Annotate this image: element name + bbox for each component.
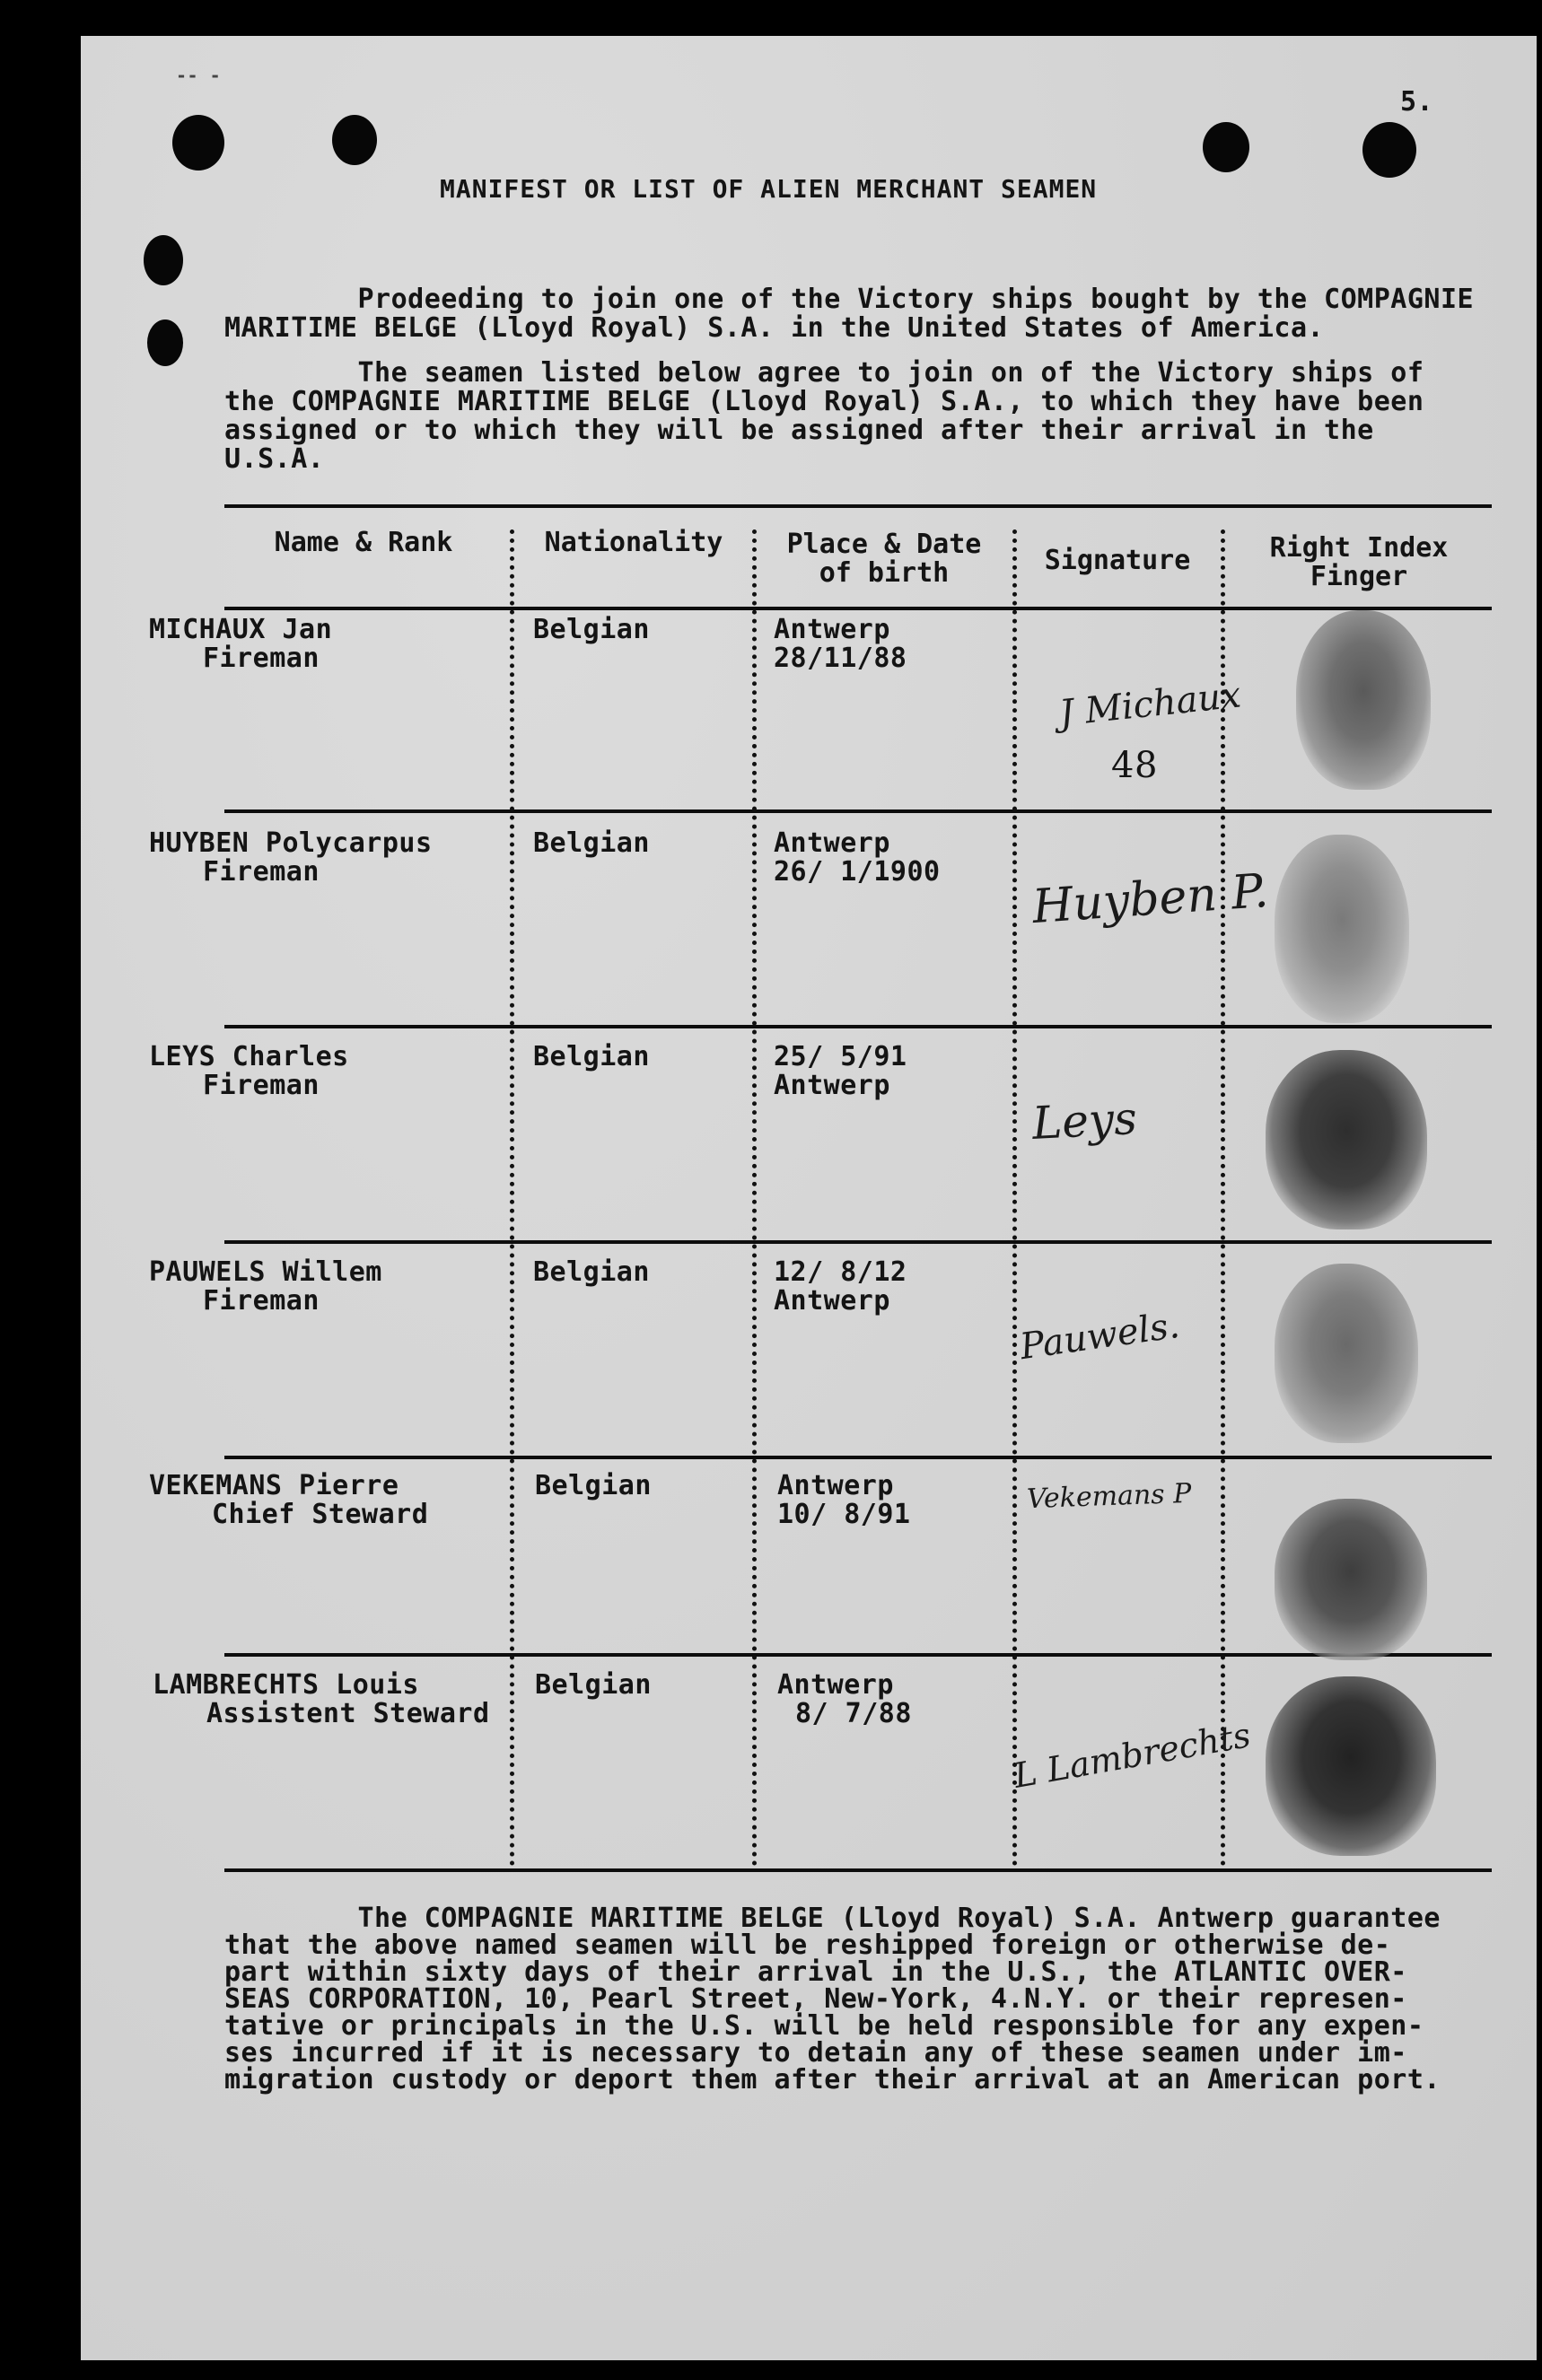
birth-line-2: Antwerp [774,1070,890,1101]
punch-hole [1362,122,1416,178]
footer-line: ses incurred if it is necessary to detain any of these seamen under im- [224,2037,1407,2069]
birth-line-1: Antwerp [774,827,890,859]
birth-line-1: Antwerp [777,1470,894,1501]
intro-line: the COMPAGNIE MARITIME BELGE (Lloyd Royal) S.A., to which they have been [224,386,1424,417]
nationality: Belgian [535,1669,652,1701]
header-finger-2: Finger [1310,561,1408,592]
seaman-name: VEKEMANS Pierre [149,1470,399,1501]
signature: L Lambrechts [1011,1715,1254,1796]
column-separator [1221,529,1225,1867]
nationality: Belgian [535,1470,652,1501]
nationality: Belgian [533,1041,650,1072]
seaman-rank: Fireman [203,1070,320,1101]
nationality: Belgian [533,614,650,645]
header-place-date: Place & Date [786,529,982,560]
column-separator [510,529,514,1867]
intro-line: Prodeeding to join one of the Victory ships bought by the COMPAGNIE [224,284,1475,315]
fingerprint [1296,610,1431,790]
fingerprint [1266,1676,1436,1856]
row-divider [224,1240,1492,1244]
birth-line-2: 26/ 1/1900 [774,856,941,888]
signature: Vekemans P [1026,1477,1192,1516]
header-nationality: Nationality [544,527,723,558]
fingerprint [1275,1264,1418,1443]
footer-line: that the above named seamen will be reshipped foreign or otherwise de- [224,1929,1391,1961]
birth-line-1: 12/ 8/12 [774,1256,907,1288]
birth-line-1: 25/ 5/91 [774,1041,907,1072]
footer-line: The COMPAGNIE MARITIME BELGE (Lloyd Royal) S.A. Antwerp guarantee [224,1903,1441,1934]
seaman-rank: Fireman [203,856,320,888]
intro-line: The seamen listed below agree to join on of the Victory ships of [224,357,1424,389]
punch-hole [144,235,183,285]
intro-line: U.S.A. [224,443,325,475]
signature-note: 48 [1111,745,1158,786]
seaman-name: HUYBEN Polycarpus [149,827,433,859]
footer-line: tative or principals in the U.S. will be held responsible for any expen- [224,2010,1424,2042]
seaman-rank: Chief Steward [212,1499,429,1530]
header-finger: Right Index [1269,532,1449,564]
header-bottom-rule [224,607,1492,610]
column-separator [1012,529,1017,1867]
corner-mark: -- - [176,65,222,86]
fingerprint [1275,835,1409,1023]
punch-hole [1203,122,1249,172]
seaman-rank: Fireman [203,1285,320,1317]
column-separator [752,529,757,1867]
seaman-name: PAUWELS Willem [149,1256,382,1288]
header-place-date-2: of birth [819,557,950,589]
row-divider [224,1653,1492,1657]
punch-hole [172,115,224,171]
signature: Huyben P. [1030,863,1271,935]
intro-line: assigned or to which they will be assigned after their arrival in the [224,415,1374,446]
birth-line-2: 10/ 8/91 [777,1499,911,1530]
nationality: Belgian [533,1256,650,1288]
seaman-name: LAMBRECHTS Louis [153,1669,419,1701]
seaman-name: MICHAUX Jan [149,614,333,645]
page-number: 5. [1400,86,1434,118]
row-divider [224,809,1492,813]
signature: Pauwels. [1017,1304,1183,1369]
fingerprint [1266,1050,1427,1229]
footer-line: migration custody or deport them after their arrival at an American port. [224,2064,1441,2096]
table-bottom-rule [224,1868,1492,1872]
footer-line: SEAS CORPORATION, 10, Pearl Street, New-York, 4.N.Y. or their represen- [224,1983,1407,2015]
table-top-rule [224,504,1492,508]
header-name: Name & Rank [274,527,453,558]
document-title: MANIFEST OR LIST OF ALIEN MERCHANT SEAMEN [440,174,1098,204]
seaman-rank: Fireman [203,643,320,674]
fingerprint [1275,1499,1427,1660]
nationality: Belgian [533,827,650,859]
signature: J Michaux [1057,674,1243,735]
footer-line: part within sixty days of their arrival in the U.S., the ATLANTIC OVER- [224,1956,1407,1988]
signature: Leys [1030,1091,1139,1151]
punch-hole [147,319,183,366]
row-divider [224,1456,1492,1459]
birth-line-1: Antwerp [777,1669,894,1701]
birth-line-2: Antwerp [774,1285,890,1317]
intro-line: MARITIME BELGE (Lloyd Royal) S.A. in the United States of America. [224,312,1325,344]
birth-line-2: 8/ 7/88 [795,1698,912,1729]
birth-line-1: Antwerp [774,614,890,645]
row-divider [224,1025,1492,1028]
birth-line-2: 28/11/88 [774,643,907,674]
header-signature: Signature [1044,545,1191,576]
punch-hole [332,115,377,165]
seaman-rank: Assistent Steward [206,1698,490,1729]
seaman-name: LEYS Charles [149,1041,349,1072]
